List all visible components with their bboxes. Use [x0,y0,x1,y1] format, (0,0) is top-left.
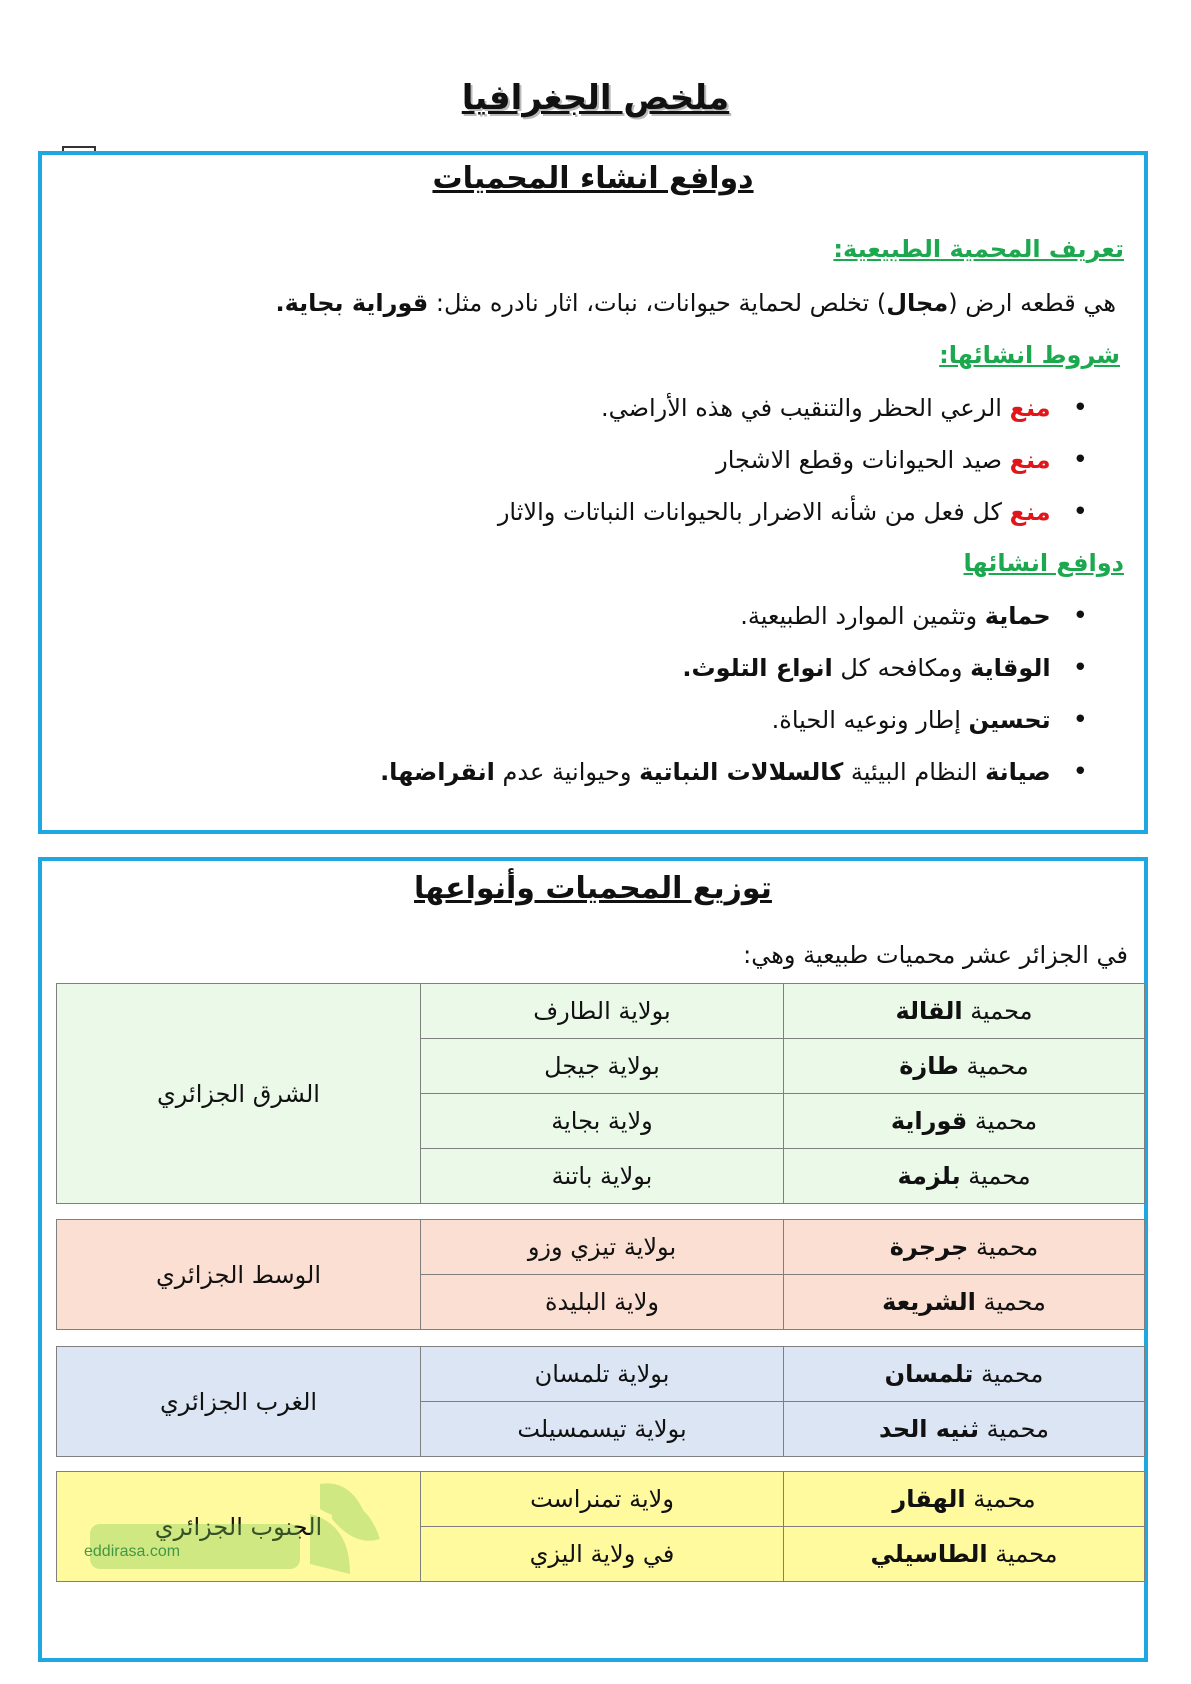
reserve-cell: محمية تلمسان [784,1347,1145,1402]
condition-text: كل فعل من شأنه الاضرار بالحيوانات النباتات والاثار [497,498,1010,526]
motive-text: وحيوانية عدم [494,758,640,786]
region-table-east [56,983,1145,1204]
region-table-west [56,1346,1145,1457]
motive-item [682,653,1088,683]
condition-keyword: منع [1009,446,1051,474]
motive-text: ومكافحه كل [832,654,971,682]
region-name-cell: الشرق الجزائري [57,984,421,1204]
definition-bold1: مجال [886,289,949,317]
condition-item [601,393,1088,423]
reserve-cell: محمية قوراية [784,1094,1145,1149]
wilaya-cell: في ولاية اليزي [421,1527,784,1582]
condition-keyword: منع [1009,498,1051,526]
region-table-center [56,1219,1145,1330]
page-title: ملخص الجغرافيا [461,78,730,118]
wilaya-cell: ولاية تمنراست [421,1472,784,1527]
condition-item [716,445,1088,475]
region-name-cell: الوسط الجزائري [57,1220,421,1330]
table-row [57,984,1145,1039]
condition-text: الرعي الحظر والتنقيب في هذه الأراضي. [600,394,1010,422]
motive-item [380,757,1088,787]
motive-bold: صيانة [985,758,1051,786]
table-row [57,1472,1145,1527]
motive-text: وتثمين الموارد الطبيعية. [740,602,985,630]
definition-part2: ) تخلص لحماية حيوانات، نبات، اثار نادره مثل: [428,289,887,317]
definition-part1: هي قطعه ارض ( [948,289,1116,317]
motive-text: إطار ونوعيه الحياة. [771,706,969,734]
wilaya-cell: بولاية تيسمسيلت [421,1402,784,1457]
reserve-cell: محمية القالة [784,984,1145,1039]
wilaya-cell: ولاية البليدة [421,1275,784,1330]
reserve-cell: محمية الشريعة [784,1275,1145,1330]
reserve-cell: محمية الطاسيلي [784,1527,1145,1582]
motive-item [740,601,1088,631]
definition-bold2: قوراية بجاية. [275,289,429,317]
motive-bold: انواع التلوث. [682,654,833,682]
reserve-cell: محمية الهقار [784,1472,1145,1527]
motive-bold: كالسلالات النباتية [639,758,844,786]
motive-bold: الوقاية [970,654,1051,682]
wilaya-cell: بولاية تيزي وزو [421,1220,784,1275]
region-name-cell: الجنوب الجزائري [57,1472,421,1582]
section-motives-title: دوافع انشاء المحميات [432,161,754,196]
condition-item [498,497,1088,527]
condition-text: صيد الحيوانات وقطع الاشجار [716,446,1010,474]
reserve-cell: محمية طازة [784,1039,1145,1094]
wilaya-cell: بولاية الطارف [421,984,784,1039]
wilaya-cell: بولاية جيجل [421,1039,784,1094]
distribution-intro: في الجزائر عشر محميات طبيعية وهي: [743,941,1128,969]
watermark-site: eddirasa.com [84,1543,181,1560]
table-row [57,1347,1145,1402]
region-table-south [56,1471,1145,1582]
section-motives-box [38,151,1148,834]
section-distribution-box [38,857,1148,1662]
motive-item [772,705,1088,735]
wilaya-cell: بولاية تلمسان [421,1347,784,1402]
wilaya-cell: ولاية بجاية [421,1094,784,1149]
region-name-cell: الغرب الجزائري [57,1347,421,1457]
table-row [57,1220,1145,1275]
section-distribution-title: توزيع المحميات وأنواعها [414,871,772,906]
motive-text: النظام البيئية [843,758,986,786]
motive-bold: تحسين [968,706,1051,734]
reserve-cell: محمية بلزمة [784,1149,1145,1204]
motive-bold: انقراضها. [380,758,495,786]
condition-keyword: منع [1009,394,1051,422]
definition-text [276,289,1117,317]
wilaya-cell: بولاية باتنة [421,1149,784,1204]
definition-heading: تعريف المحمية الطبيعية: [833,235,1124,263]
motives-heading: دوافع انشائها [963,549,1124,577]
motive-bold: حماية [984,602,1051,630]
reserve-cell: محمية ثنيه الحد [784,1402,1145,1457]
reserve-cell: محمية جرجرة [784,1220,1145,1275]
conditions-heading: شروط انشائها: [939,341,1120,369]
